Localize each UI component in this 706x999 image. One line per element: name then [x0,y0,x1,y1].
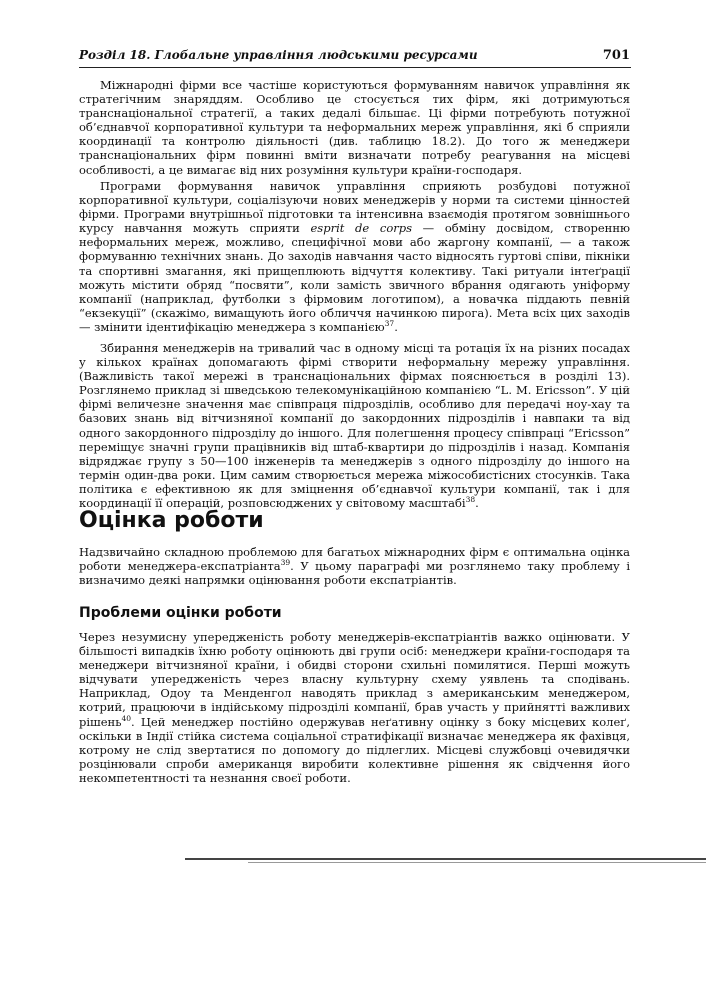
chapter-title: Глобальне управління людськими ресурсами [154,48,478,62]
scan-artifact-line [185,858,706,860]
section-heading: Оцінка роботи [79,508,264,533]
paragraph-text-part: Надзвичайно складною проблемою для багатьох міжнародних фірм є оптимальна оцінка роботи менеджера-експатріанта [79,545,630,574]
paragraph-text: Збирання менеджерів на тривалий час в одному місці та ротація їх на різних посадах у кількох країнах допомагають фірмі створити неформальну мережу управління. (Важливість такої мережі в транснаціональних фірмах пояснюється в розділі 13). Розглянемо приклад зі шведською телекомунікаційною компанією “L. M. Ericsson”. У цій фірмі величезне значення має співпраця підрозділів, особливо для передачі ноу-хау та базових знань від вітчизняної компанії до закордонних підрозділів і навпаки та від одного закордонного підрозділу до іншого. Для полегшення процесу співпраці “Ericsson” переміщує значні групи працівників від штаб-квартири до підрозділів і назад. Компанія відряджає групу з 50—100 інженерів та менеджерів з одного підрозділу до іншого на термін один-два роки. Цим самим створюється мережа міжособистісних стосунків. Така політика є ефективною як для зміцнення об’єднавчої культури компанії, так і для координації її операцій, розповсюджених у світовому масштабі$^{38}$. [79,341,630,511]
paragraph-text-part: . Цей менеджер постійно одержував неґативну оцінку з боку місцевих колеґ, оскільки в Індії стійка система соціальної стратифікації визначає менеджера як фахівця, котрому не слід звертатися по допомогу до підлеглих. Місцеві службовці очевидячки розцінювали спроби американця виробити колективне рішення як свідчення його некомпетентності та незнання своєї роботи. [79,714,630,785]
paragraph-text: Програми формування навичок управління сприяють розбудові потужної корпоративної культури, соціалізуючи нових менеджерів у норми та системи цінностей фірми. Програми внутрішньої підготовки та інтенсивна взаємодія протягом зовнішнього курсу навчання можуть сприяти esprit de corps — обміну досвідом, створенню неформальних мереж, можливо, специфічної мови або жаргону компанії, — а також формуванню технічних знань. До заходів навчання часто відносять гуртові співи, пікніки та спортивні змагання, які прищеплюють відчуття колективу. Такі ритуали інтеґрації можуть містити обряд “посвяти”, коли замість звичного вбрання одягають уніформу компанії (наприклад, футболки з фірмовим логотипом), а новачка піддають певній “екзекуції” (скажімо, вимащують його обличчя начинкою пирога). Мета всіх цих заходів — змінити ідентифікацію менеджера з компанією$^{37}$. [79,179,630,334]
paragraph-text [79,545,630,587]
footnote-ref: 39 [280,558,291,568]
footnote-ref: 40 [121,713,132,723]
body-paragraph-2 [79,179,630,334]
page-number: 701 [602,48,630,63]
header-rule [79,67,631,68]
paragraph-text-part: — обміну досвідом, створенню неформальних мереж, можливо, специфічної мови або жаргону компанії, — а також формуванню технічних знань. До заходів навчання часто відносять гуртові співи, пікніки та спортивні змагання, які прищеплюють відчуття колективу. Такі ритуали інтеґрації можуть містити обряд “посвяти”, коли замість звичного вбрання одягають уніформу компанії (наприклад, футболки з фірмовим логотипом), а новачка піддають певній “екзекуції” (скажімо, вимащують його обличчя начинкою пирога). Мета всіх цих заходів — змінити ідентифікацію менеджера з компанією [79,221,630,334]
chapter-label: Розділ 18. [79,48,151,62]
section-intro-paragraph [79,545,630,587]
paragraph-text-part: Програми формування навичок управління сприяють розбудові потужної корпоративної культури, соціалізуючи нових менеджерів у норми та системи цінностей фірми. Програми внутрішньої підготовки та інтенсивна взаємодія протягом зовнішнього курсу навчання можуть сприяти [79,179,630,236]
body-paragraph-5 [79,630,630,785]
subsection-heading: Проблеми оцінки роботи [79,605,282,621]
paragraph-text-part: Збирання менеджерів на тривалий час в одному місці та ротація їх на різних посадах у кількох країнах допомагають фірмі створити неформальну мережу управління. (Важливість такої мережі в транснаціональних фірмах пояснюється в розділі 13). Розглянемо приклад зі шведською телекомунікаційною компанією “L. M. Ericsson”. У цій фірмі величезне значення має співпраця підрозділів, особливо для передачі ноу-хау та базових знань від вітчизняної компанії до закордонних підрозділів і навпаки та від одного закордонного підрозділу до іншого. Для полегшення процесу співпраці “Ericsson” переміщує значні групи працівників від штаб-квартири до підрозділів і назад. Компанія відряджає групу з 50—100 інженерів та менеджерів з одного підрозділу до іншого на термін один-два роки. Цим самим створюється мережа міжособистісних стосунків. Така політика є ефективною як для зміцнення об’єднавчої культури компанії, так і для координації її операцій, розповсюджених у світовому масштабі [79,341,630,511]
scan-artifact-line [248,862,706,863]
paragraph-text-part: Через незумисну упередженість роботу менеджерів-експатріантів важко оцінювати. У більшості випадків їхню роботу оцінюють дві групи осіб: менеджери країни-господаря та менеджери вітчизняної країни, і обидві сторони схильні помилятися. Перші можуть відчувати упередженість через власну культурну схему уявлень та сподівань. Наприклад, Одоу та Менденгол наводять приклад з американським менеджером, котрий, працюючи в індійському підрозділі компанії, брав участь у прийнятті важливих рішень [79,630,630,729]
paragraph-text-part: . У цьому параграфі ми розглянемо таку проблему і визначимо деякі напрямки оцінювання роботи експатріантів. [79,559,630,588]
paragraph-text: Міжнародні фірми все частіше користуються формуванням навичок управління як стратегічним знаряддям. Особливо це стосується тих фірм, які дотримуються транснаціональної стратегії, а таких дедалі більшає. Ці фірми потребують потужної об’єднавчої корпоративної культури та неформальних мереж управління, які б сприяли координації та контролю діяльності (див. таблицю 18.2). До того ж менеджери транснаціональних фірм повинні вміти визначати потребу реагування на місцеві особливості, а це вимагає від них розуміння культури країни-господаря. [79,78,630,177]
running-title [79,48,478,62]
footnote-ref: 37 [384,319,395,329]
running-header [79,48,630,66]
italic-phrase: esprit de corps [310,221,412,236]
footnote-ref: 38 [465,495,476,505]
paragraph-text [79,630,630,785]
body-paragraph-3 [79,341,630,510]
body-paragraph-1 [79,78,630,177]
